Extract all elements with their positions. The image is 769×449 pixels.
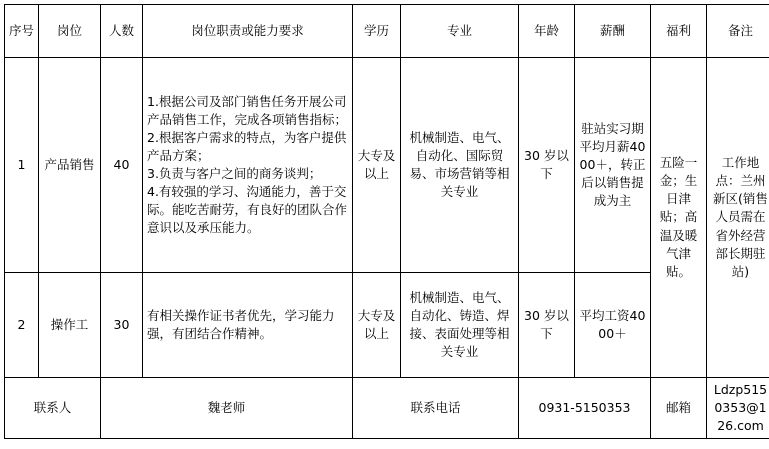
- header-count: 人数: [101, 5, 143, 58]
- header-age: 年龄: [519, 5, 575, 58]
- duty-line: 2.根据客户需求的特点，为客户提供产品方案；: [147, 129, 347, 163]
- cell-age: 30 岁以下: [519, 273, 575, 378]
- cell-position: 产品销售: [39, 58, 101, 273]
- table-row: [5, 58, 769, 273]
- header-salary: 薪酬: [575, 5, 651, 58]
- email-label: 邮箱: [651, 378, 707, 439]
- header-welfare: 福利: [651, 5, 707, 58]
- cell-duties: [143, 58, 353, 273]
- cell-salary: 驻站实习期平均月薪4000＋，转正后以销售提成为主: [575, 58, 651, 273]
- phone-value: 0931-5150353: [519, 378, 651, 439]
- header-major: 专业: [401, 5, 519, 58]
- table-header-row: [5, 5, 769, 58]
- cell-salary: 平均工资4000＋: [575, 273, 651, 378]
- cell-index: 1: [5, 58, 39, 273]
- duty-line: 1.根据公司及部门销售任务开展公司产品销售工作，完成各项销售指标；: [147, 93, 348, 127]
- contact-label: 联系人: [5, 378, 101, 439]
- phone-label: 联系电话: [353, 378, 519, 439]
- cell-count: 30: [101, 273, 143, 378]
- header-index: 序号: [5, 5, 39, 58]
- header-remark: 备注: [707, 5, 769, 58]
- recruitment-table-container: [4, 4, 768, 439]
- duty-line: 3.负责与客户之间的商务谈判；: [147, 166, 322, 181]
- cell-welfare: 五险一金；生日津贴；高温及暖气津贴。: [651, 58, 707, 378]
- cell-major: 机械制造、电气、自动化、国际贸易、市场营销等相关专业: [401, 58, 519, 273]
- cell-major: 机械制造、电气、自动化、铸造、焊接、表面处理等相关专业: [401, 273, 519, 378]
- header-duties: 岗位职责或能力要求: [143, 5, 353, 58]
- duty-line: 4.有较强的学习、沟通能力，善于交际。能吃苦耐劳，有良好的团队合作意识以及承压能力。: [147, 184, 348, 236]
- contact-name: 魏老师: [101, 378, 353, 439]
- cell-education: 大专及以上: [353, 58, 401, 273]
- cell-education: 大专及以上: [353, 273, 401, 378]
- footer-row: [5, 378, 769, 439]
- cell-remark: 工作地点：兰州新区(销售人员需在省外经营部长期驻站): [707, 58, 769, 378]
- header-position: 岗位: [39, 5, 101, 58]
- cell-index: 2: [5, 273, 39, 378]
- header-education: 学历: [353, 5, 401, 58]
- cell-duties: [143, 273, 353, 378]
- cell-age: 30 岁以下: [519, 58, 575, 273]
- email-value: Ldzp5150353@126.com: [707, 378, 769, 439]
- cell-count: 40: [101, 58, 143, 273]
- duty-line: 有相关操作证书者优先，学习能力强，有团结合作精神。: [147, 307, 335, 341]
- cell-position: 操作工: [39, 273, 101, 378]
- recruitment-table: [4, 4, 769, 439]
